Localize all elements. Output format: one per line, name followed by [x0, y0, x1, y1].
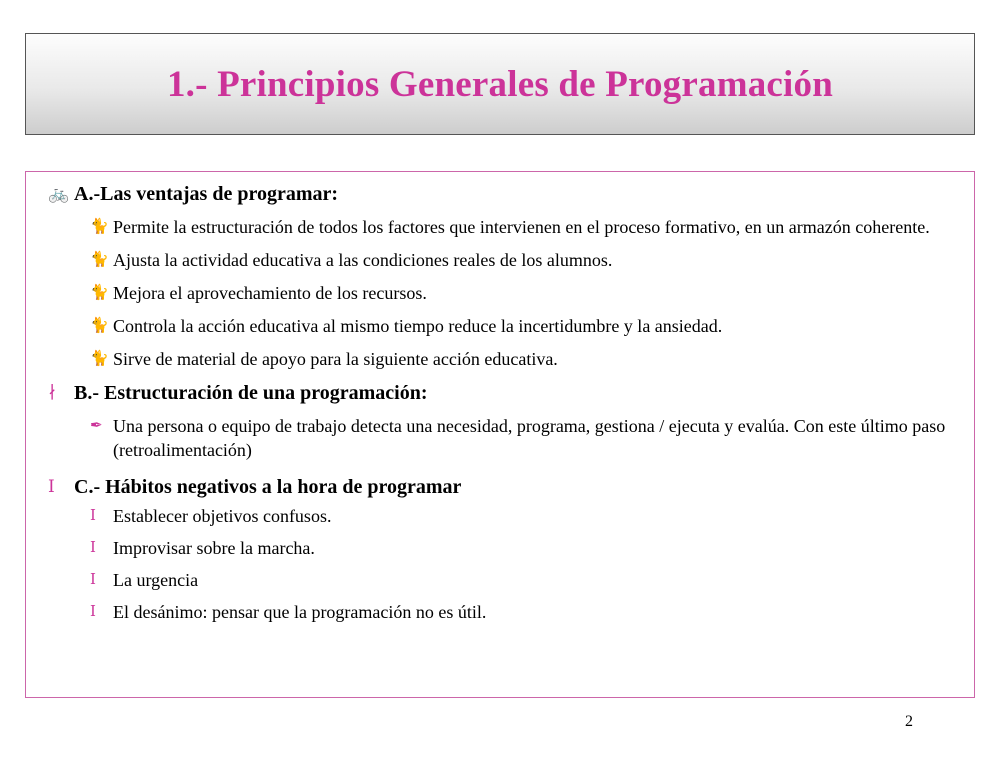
section-heading: [48, 380, 964, 406]
list-item-text: Controla la acción educativa al mismo tiempo reduce la incertidumbre y la ansiedad.: [113, 316, 723, 336]
candle-icon: ∤: [48, 383, 57, 402]
page-title: 1.- Principios Generales de Programación: [166, 63, 833, 105]
list-item-text: Ajusta la actividad educativa a las condiciones reales de los alumnos.: [113, 250, 613, 270]
section-heading-text: B.- Estructuración de una programación:: [74, 382, 428, 404]
pen-icon: ✒: [90, 418, 103, 434]
list-item-text: El desánimo: pensar que la programación no es útil.: [113, 602, 487, 622]
lamp-icon: Ⅰ: [90, 540, 96, 556]
bullet-list: [90, 414, 964, 462]
list-item-text: Mejora el aprovechamiento de los recursos.: [113, 283, 427, 303]
bullet-list: [90, 504, 964, 624]
cat-icon: 🐈: [90, 318, 109, 334]
list-item: [90, 314, 964, 338]
cat-icon: 🐈: [90, 219, 109, 235]
cat-icon: 🐈: [90, 252, 109, 268]
section-estructuracion: [48, 380, 964, 462]
list-item-text: Una persona o equipo de trabajo detecta una necesidad, programa, gestiona / ejecuta y evalúa. Con este último paso (retroalimentación): [113, 416, 946, 460]
section-habitos: [48, 474, 964, 624]
bicycle-icon: 🚲: [48, 184, 70, 203]
section-heading: [48, 474, 964, 500]
list-item-text: Improvisar sobre la marcha.: [113, 538, 315, 558]
title-banner: [25, 33, 975, 135]
list-item: [90, 248, 964, 272]
list-item: [90, 414, 964, 462]
section-heading: [48, 181, 964, 207]
section-ventajas: [48, 181, 964, 371]
section-heading-text: A.-Las ventajas de programar:: [74, 183, 339, 205]
list-item-text: Permite la estructuración de todos los factores que intervienen en el proceso formativo, en un armazón coherente.: [113, 217, 930, 237]
list-item: [90, 504, 964, 528]
list-item-text: Sirve de material de apoyo para la siguiente acción educativa.: [113, 349, 558, 369]
cat-icon: 🐈: [90, 285, 109, 301]
lamp-icon: Ⅰ: [90, 508, 96, 524]
lamp-icon: Ⅰ: [90, 572, 96, 588]
list-item: [90, 347, 964, 371]
page-number: 2: [905, 713, 913, 730]
content-panel: [25, 171, 975, 698]
list-item: [90, 281, 964, 305]
bullet-list: [90, 215, 964, 371]
lamp-icon: Ⅰ: [90, 604, 96, 620]
section-heading-text: C.- Hábitos negativos a la hora de programar: [74, 476, 462, 498]
cat-icon: 🐈: [90, 351, 109, 367]
list-item: [90, 215, 964, 239]
lamp-icon: Ⅰ: [48, 477, 55, 496]
list-item-text: Establecer objetivos confusos.: [113, 506, 332, 526]
list-item-text: La urgencia: [113, 570, 199, 590]
list-item: [90, 568, 964, 592]
list-item: [90, 536, 964, 560]
list-item: [90, 600, 964, 624]
